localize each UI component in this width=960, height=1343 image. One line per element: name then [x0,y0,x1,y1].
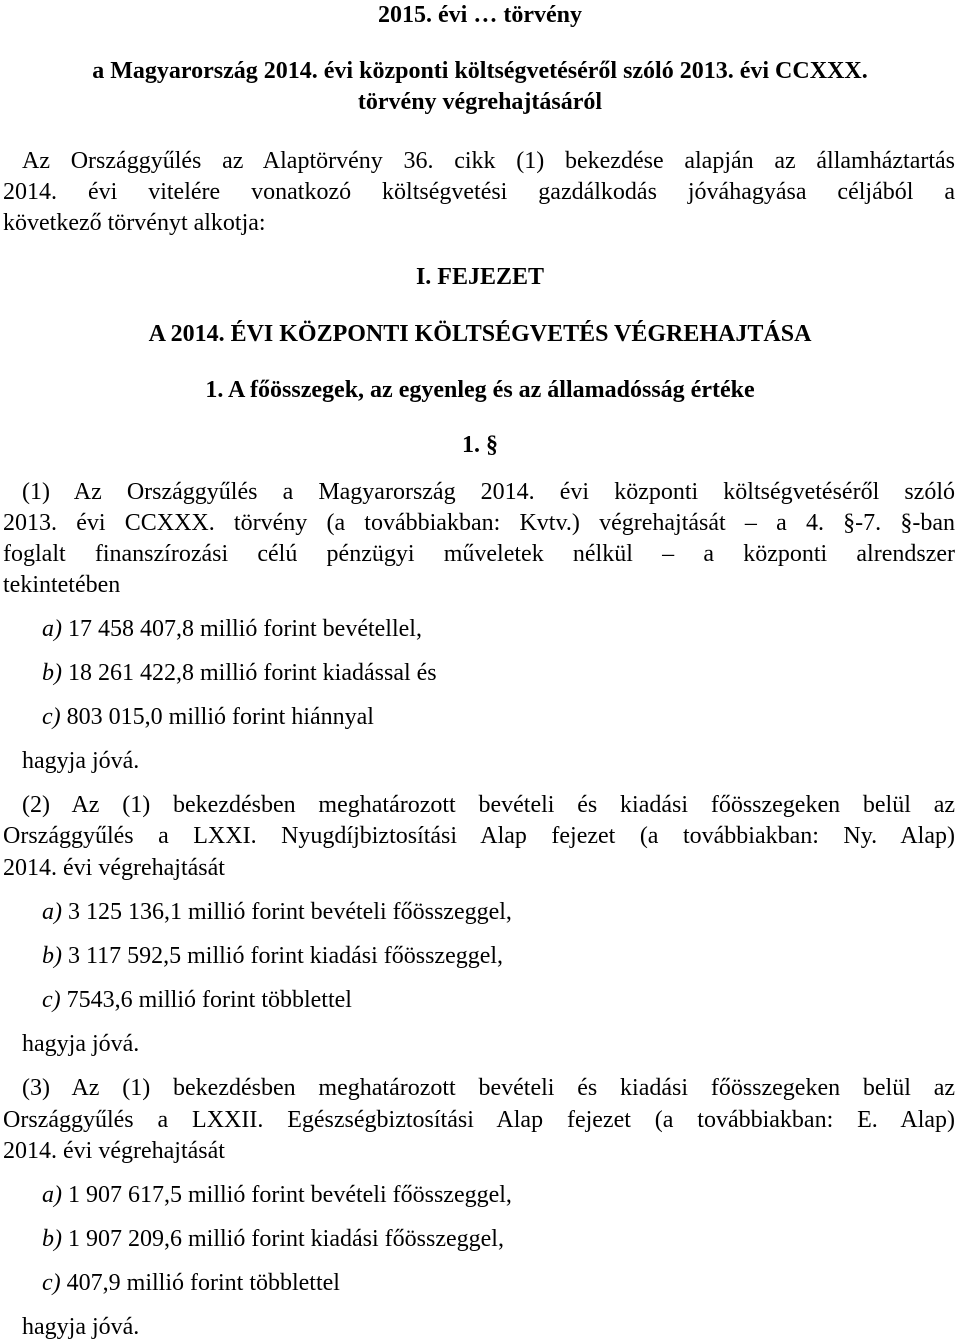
para2-item-a [42,897,512,927]
item-text: 3 125 136,1 millió forint bevételi főösszeggel, [62,899,512,925]
subtitle: 1. A főösszegek, az egyenleg és az államadósság értéke [205,377,755,403]
item-text: 803 015,0 millió forint hiánnyal [60,704,374,730]
item-text: 1 907 209,6 millió forint kiadási főösszeggel, [62,1226,504,1252]
item-label: c) [42,987,61,1013]
para3-item-c [42,1268,340,1298]
para2-closing: hagyja jóvá. [22,1031,140,1057]
para3-line-1: (3) Az (1) bekezdésben meghatározott bevételi és kiadási főösszegeken belül az [22,1075,955,1101]
item-label: b) [42,943,62,969]
chapter-title: A 2014. ÉVI KÖZPONTI KÖLTSÉGVETÉS VÉGREHAJTÁSA [148,321,812,347]
preamble-line-3: következő törvényt alkotja: [3,210,266,236]
law-title: 2015. évi … törvény [378,2,582,28]
item-label: b) [42,660,62,686]
para3-line-2: Országgyűlés a LXXII. Egészségbiztosítási Alap fejezet (a továbbiakban: E. Alap) [3,1107,955,1133]
para2-item-b [42,941,503,971]
preamble-line-1: Az Országgyűlés az Alaptörvény 36. cikk (1) bekezdése alapján az államháztartás [22,148,955,174]
preamble-line-2: 2014. évi vitelére vonatkozó költségvetési gazdálkodás jóváhagyása céljából a [3,179,955,205]
para2-item-c [42,985,352,1015]
para1-line-1: (1) Az Országgyűlés a Magyarország 2014. évi központi költségvetéséről szóló [22,479,955,505]
para3-line-3: 2014. évi végrehajtását [3,1138,225,1164]
para3-closing: hagyja jóvá. [22,1314,140,1340]
item-label: c) [42,1270,61,1296]
item-label: a) [42,899,62,925]
para3-item-a [42,1180,512,1210]
para1-closing: hagyja jóvá. [22,748,140,774]
item-text: 7543,6 millió forint többlettel [60,987,352,1013]
section-symbol: § [486,432,498,458]
para1-item-b [42,658,437,688]
item-text: 18 261 422,8 millió forint kiadással és [62,660,437,686]
para1-line-3: foglalt finanszírozási célú pénzügyi műveletek nélkül – a központi alrendszer [3,541,955,567]
section-heading [0,430,960,460]
item-label: b) [42,1226,62,1252]
item-label: a) [42,616,62,642]
para2-line-2: Országgyűlés a LXXI. Nyugdíjbiztosítási Alap fejezet (a továbbiakban: Ny. Alap) [3,823,955,849]
item-label: a) [42,1182,62,1208]
para1-item-a [42,614,422,644]
chapter-number: I. FEJEZET [415,264,545,290]
item-text: 17 458 407,8 millió forint bevétellel, [62,616,422,642]
para1-item-c [42,702,374,732]
law-subject-line-2: törvény végrehajtásáról [357,89,603,115]
para3-item-b [42,1224,504,1254]
item-text: 3 117 592,5 millió forint kiadási főösszeggel, [62,943,504,969]
law-subject-line-1: a Magyarország 2014. évi központi költségvetéséről szóló 2013. évi CCXXX. [92,58,868,84]
para2-line-3: 2014. évi végrehajtását [3,855,225,881]
para2-line-1: (2) Az (1) bekezdésben meghatározott bevételi és kiadási főösszegeken belül az [22,792,955,818]
para1-line-2: 2013. évi CCXXX. törvény (a továbbiakban: Kvtv.) végrehajtását – a 4. §-7. §-ban [3,510,955,536]
item-text: 1 907 617,5 millió forint bevételi főösszeggel, [62,1182,512,1208]
item-text: 407,9 millió forint többlettel [60,1270,340,1296]
para1-line-4: tekintetében [3,572,121,598]
item-label: c) [42,704,61,730]
section-number: 1. [462,432,480,458]
